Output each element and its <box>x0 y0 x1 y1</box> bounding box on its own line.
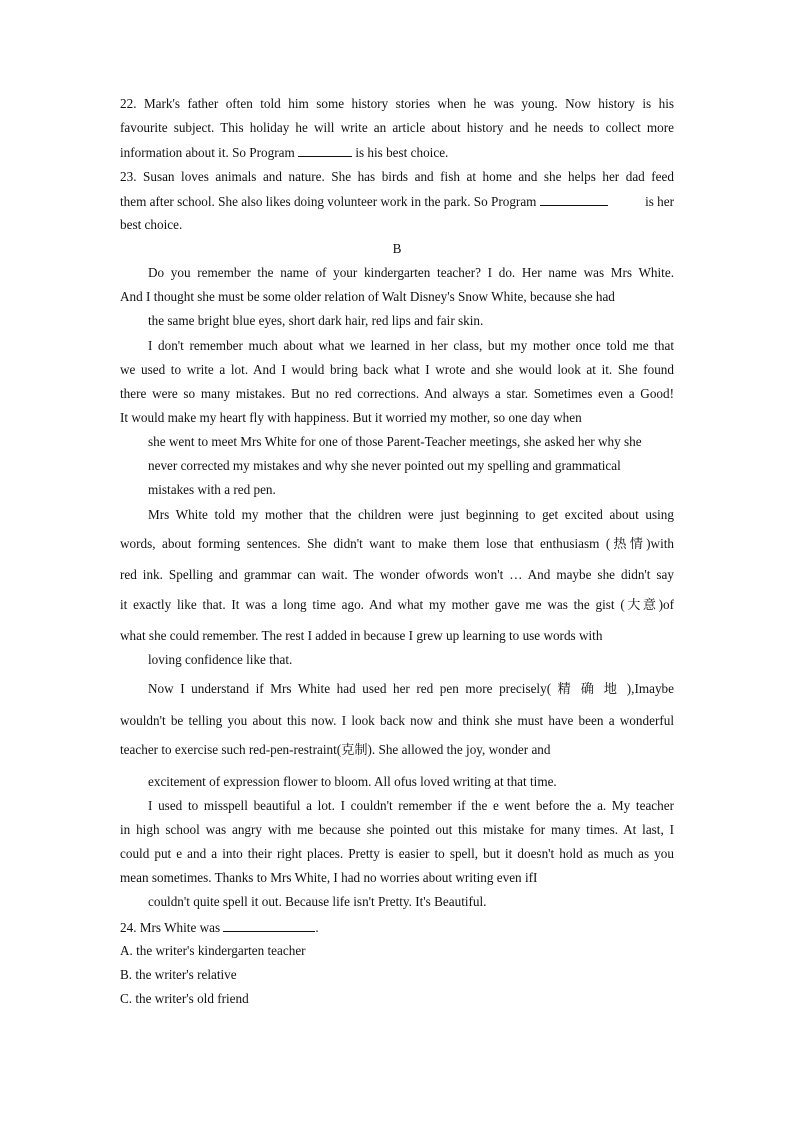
passage-line: It would make my heart fly with happiness. But it worried my mother, so one day when <box>120 410 582 425</box>
passage-line: words, about forming sentences. She didn't want to make them lose that enthusiasm (热情)with <box>120 536 674 551</box>
passage-line: teacher to exercise such red-pen-restraint(克制). She allowed the joy, wonder and <box>120 742 551 757</box>
passage-line: the same bright blue eyes, short dark hair, red lips and fair skin. <box>148 313 484 328</box>
passage-line: And I thought she must be some older relation of Walt Disney's Snow White, because she had <box>120 289 615 304</box>
passage-line: red ink. Spelling and grammar can wait. The wonder ofwords won't … And maybe she didn't say <box>120 567 674 582</box>
passage-line: loving confidence like that. <box>148 652 293 667</box>
q22-line-1: 22. Mark's father often told him some history stories when he was young. Now history is his <box>120 96 674 111</box>
q22-line-2: favourite subject. This holiday he will write an article about history and he needs to collect more <box>120 120 674 135</box>
q23-line-2: them after school. She also likes doing volunteer work in the park. So Program is her <box>120 194 674 209</box>
passage-line: Do you remember the name of your kindergarten teacher? I do. Her name was Mrs White. <box>148 265 674 280</box>
passage-line: I used to misspell beautiful a lot. I couldn't remember if the e went before the a. My teacher <box>148 798 674 813</box>
q23-line-3: best choice. <box>120 217 183 232</box>
passage-line: mistakes with a red pen. <box>148 482 276 497</box>
q24-option-c[interactable]: C. the writer's old friend <box>120 991 249 1006</box>
passage-line: there were so many mistakes. But no red corrections. And always a star. Sometimes even a Good! <box>120 386 674 401</box>
passage-line: couldn't quite spell it out. Because life isn't Pretty. It's Beautiful. <box>148 894 487 909</box>
q23-answer-blank[interactable] <box>540 193 608 206</box>
passage-line: wouldn't be telling you about this now. I look back now and think she must have been a wonderful <box>120 713 674 728</box>
passage-line: excitement of expression flower to bloom. All ofus loved writing at that time. <box>148 774 557 789</box>
section-b-heading: B <box>392 241 402 256</box>
passage-line: I don't remember much about what we learned in her class, but my mother once told me that <box>148 338 674 353</box>
passage-line: mean sometimes. Thanks to Mrs White, I had no worries about writing even ifI <box>120 870 538 885</box>
passage-line: Now I understand if Mrs White had used her red pen more precisely( 精 确 地 ),Imaybe <box>148 681 674 696</box>
passage-line: in high school was angry with me because she pointed out this mistake for many times. At last, I <box>120 822 674 837</box>
passage-line: it exactly like that. It was a long time ago. And what my mother gave me was the gist (大意)of <box>120 597 674 612</box>
q22-answer-blank[interactable] <box>298 144 352 157</box>
passage-line: she went to meet Mrs White for one of those Parent-Teacher meetings, she asked her why she <box>148 434 642 449</box>
q24-answer-blank[interactable] <box>223 919 315 932</box>
passage-line: could put e and a into their right places. Pretty is easier to spell, but it doesn't hold as much as you <box>120 846 674 861</box>
q24-stem: 24. Mrs White was . <box>120 920 319 935</box>
q24-option-b[interactable]: B. the writer's relative <box>120 967 237 982</box>
q22-line-3: information about it. So Program is his best choice. <box>120 145 449 160</box>
q23-line-1: 23. Susan loves animals and nature. She has birds and fish at home and she helps her dad feed <box>120 169 674 184</box>
passage-line: we used to write a lot. And I would bring back what I wrote and she would look at it. She found <box>120 362 674 377</box>
q24-option-a[interactable]: A. the writer's kindergarten teacher <box>120 943 306 958</box>
passage-line: what she could remember. The rest I added in because I grew up learning to use words with <box>120 628 603 643</box>
passage-line: never corrected my mistakes and why she never pointed out my spelling and grammatical <box>148 458 621 473</box>
passage-line: Mrs White told my mother that the children were just beginning to get excited about using <box>148 507 674 522</box>
